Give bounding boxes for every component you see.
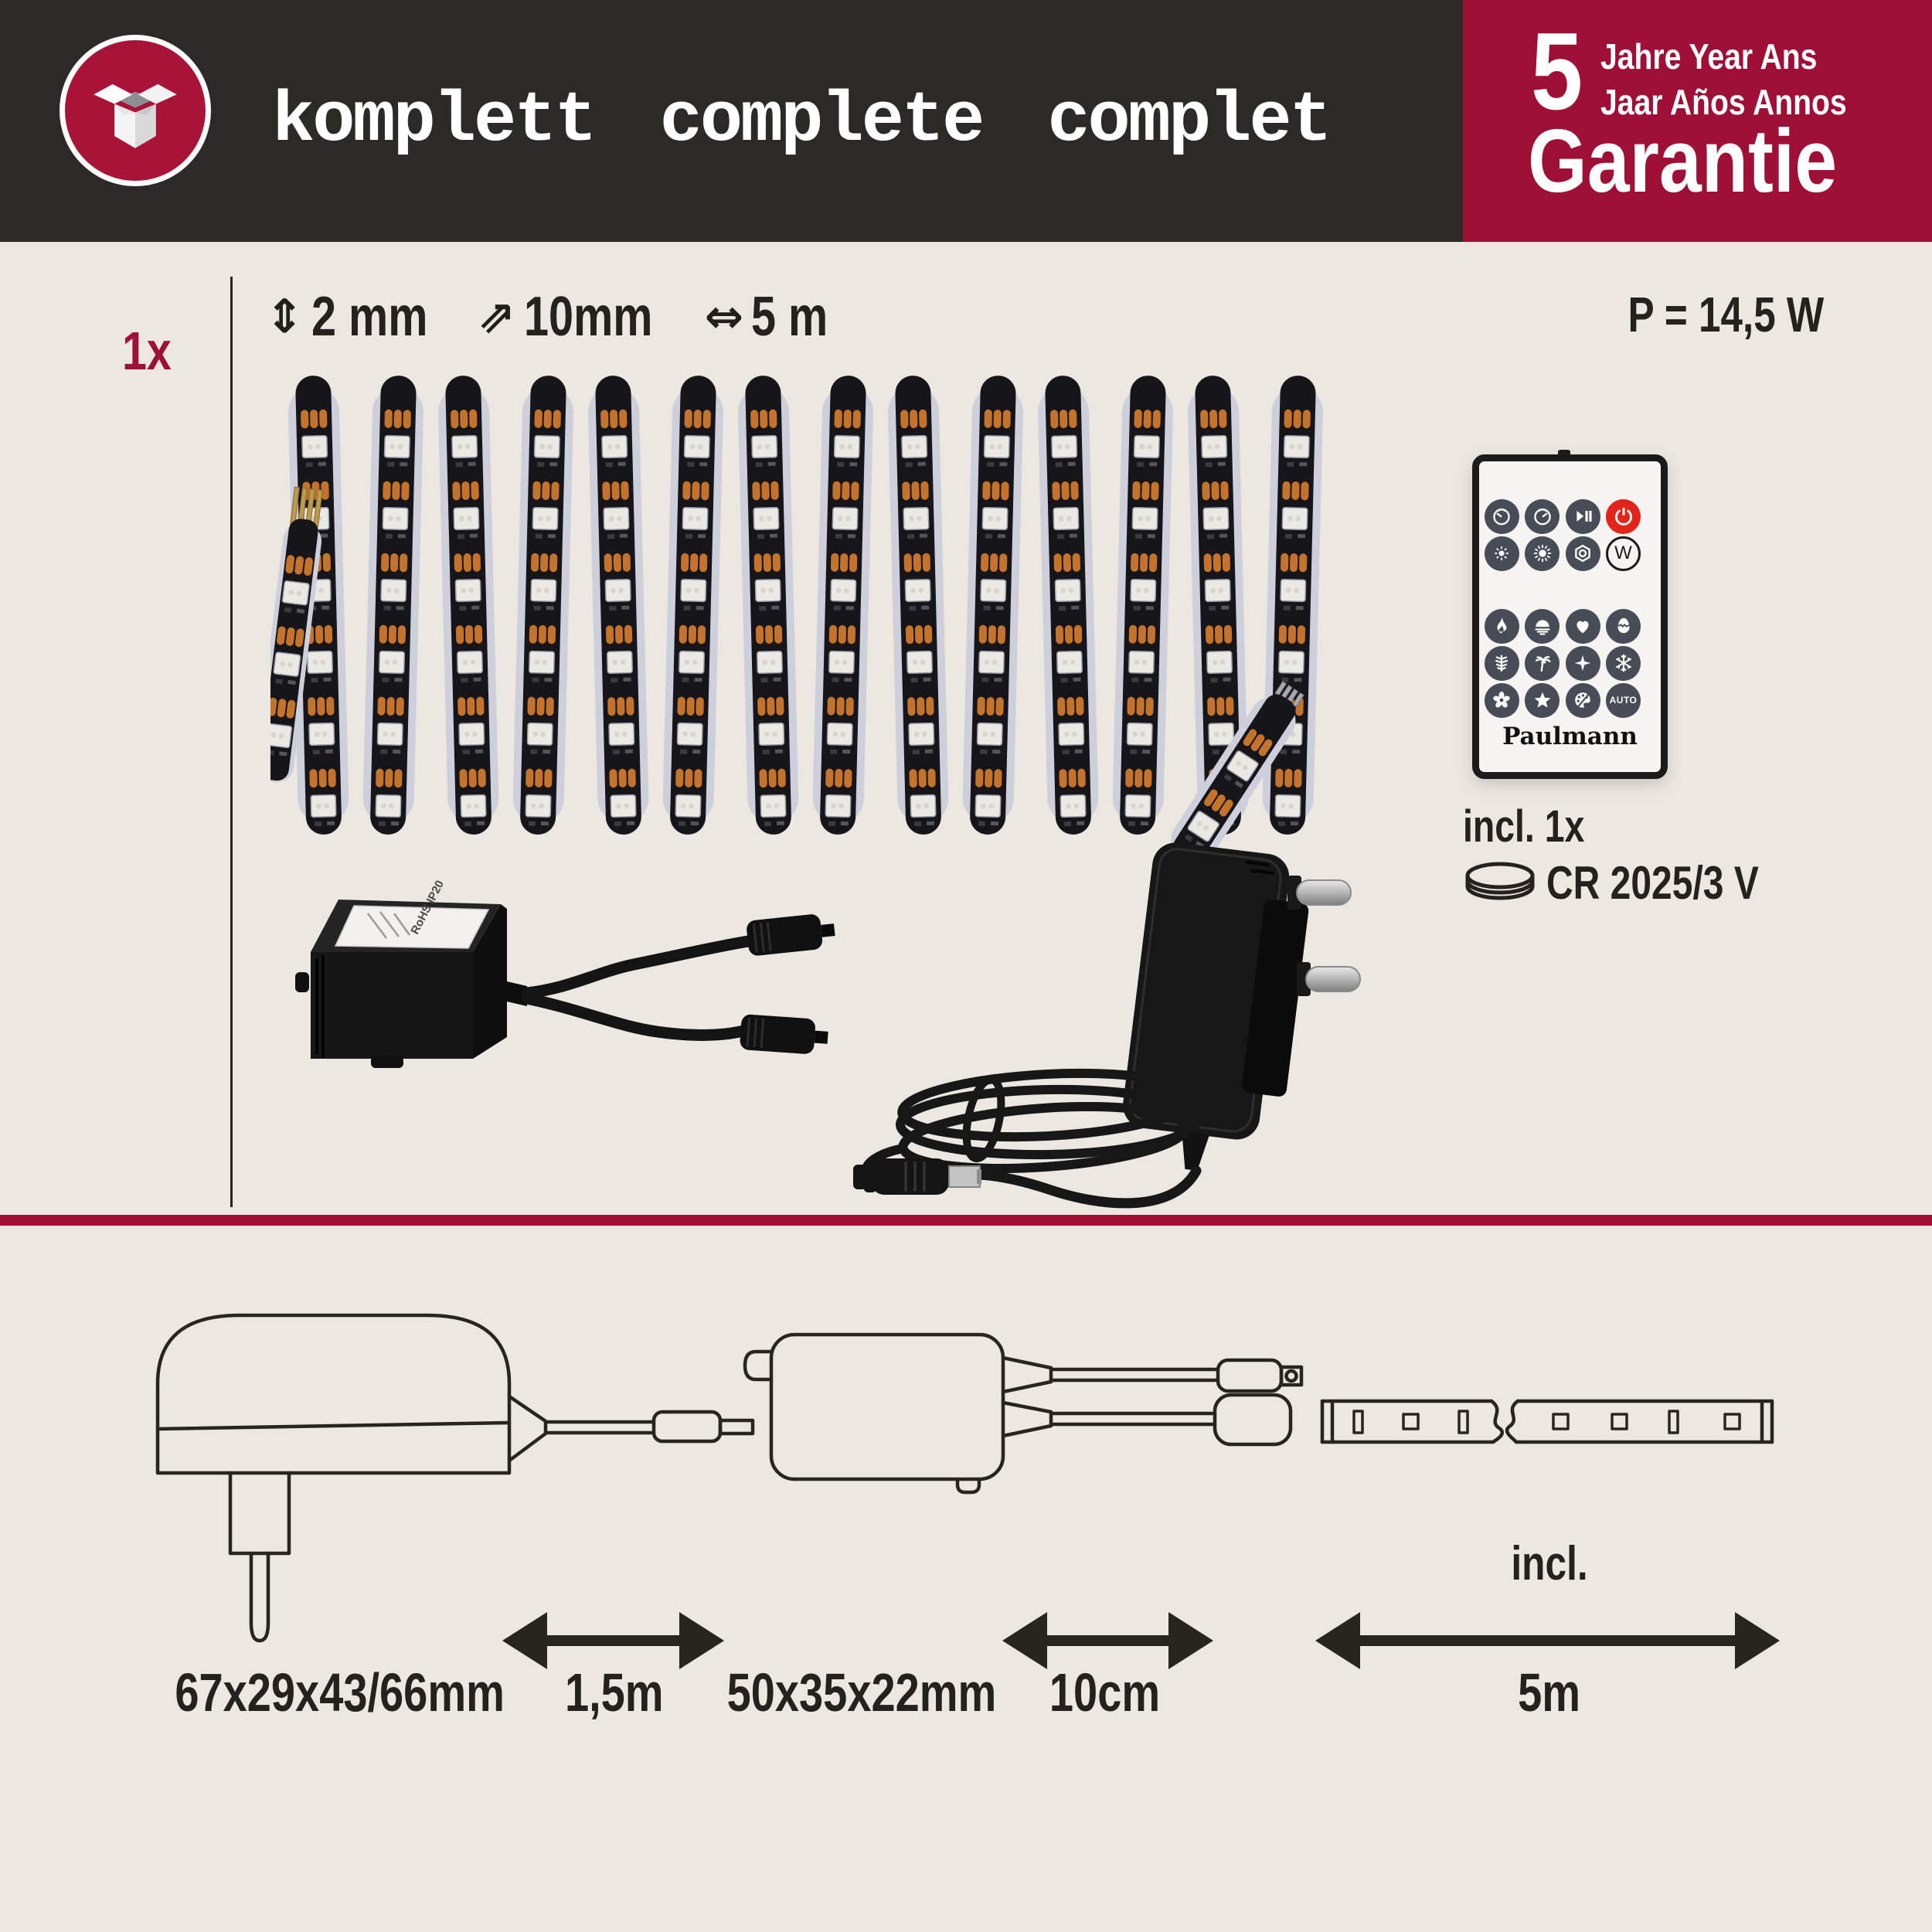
remote-control [1472, 454, 1668, 779]
remote-button-flower [1485, 683, 1519, 718]
cable2-length-label: 10cm [1049, 1662, 1161, 1723]
remote-button-sparkle [1566, 646, 1600, 681]
power-rating: P = 14,5 W [1628, 287, 1824, 342]
warranty-line1: Jahre Year Ans [1600, 36, 1818, 77]
power-icon [1613, 505, 1634, 527]
star-icon [1532, 689, 1553, 711]
remote-button-fire [1485, 609, 1519, 644]
vertical-divider [230, 277, 233, 1207]
headline-word-fr: complet [1047, 80, 1330, 162]
strip-loop [737, 375, 799, 835]
remote-button-auto-label: AUTO [1609, 695, 1638, 706]
remote-button-heart [1566, 609, 1600, 644]
strip-loop [1037, 375, 1099, 835]
warranty-line2: Jaar Años Annos [1600, 82, 1847, 122]
strip-loop [437, 375, 499, 835]
palm-icon [1532, 652, 1553, 674]
strip-outline-drawing [1322, 1401, 1772, 1442]
remote-button-color-select [1566, 536, 1600, 571]
arrow-strip-length [1315, 1612, 1780, 1669]
gauge-high-icon [1532, 505, 1553, 527]
sun-big-icon [1532, 543, 1553, 564]
controller-outline-drawing [745, 1335, 1301, 1492]
remote-button-star [1525, 683, 1560, 718]
included-label: incl. 1x [1463, 801, 1585, 852]
strip-loop [662, 375, 724, 835]
controller-cable-2 [527, 998, 743, 1035]
open-box-icon-graphic [88, 63, 182, 158]
power-adapter-photo [835, 831, 1376, 1236]
warranty-title: Garantie [1528, 111, 1838, 211]
color-hex-icon [1572, 543, 1594, 564]
heart-icon [1572, 615, 1594, 637]
remote-button-leaf [1485, 646, 1519, 681]
open-box-icon [60, 35, 211, 186]
strip-loop [362, 375, 424, 835]
controller-size-label: 50x35x22mm [726, 1662, 997, 1723]
height-double-arrow-icon: ⇕ [265, 290, 304, 344]
palette-icon [1572, 689, 1594, 711]
quantity-label: 1x [122, 321, 172, 381]
strip-height-value: 2 mm [311, 286, 428, 348]
sunset-icon [1532, 615, 1553, 637]
remote-brand-logo: Paulmann [1502, 723, 1638, 750]
strip-loop [1112, 375, 1174, 835]
remote-button-auto [1606, 683, 1641, 718]
remote-button-white [1606, 536, 1641, 571]
remote-button-brightness-low [1485, 536, 1519, 571]
strip-loop [812, 375, 874, 835]
remote-button-palette [1566, 683, 1600, 718]
snowflake-icon [1613, 652, 1634, 674]
dimensions-row [265, 286, 867, 348]
gauge-low-icon [1491, 505, 1512, 527]
strip-connector-plug-2 [740, 1014, 829, 1056]
remote-button-play-pause [1566, 499, 1600, 534]
warranty-badge [1463, 0, 1932, 242]
strip-connector-plug-1 [746, 912, 836, 957]
remote-button-brightness-high [1525, 536, 1560, 571]
remote-button-palm [1525, 646, 1560, 681]
remote-button-white-label: W [1614, 543, 1632, 563]
strip-loop [887, 375, 949, 835]
width-diagonal-arrow-icon: ⇗ [477, 290, 516, 344]
strip-length-value: 5 m [751, 286, 828, 348]
adapter-body [1116, 840, 1315, 1180]
leaf-icon [1491, 652, 1512, 674]
sparkle-icon [1572, 652, 1594, 674]
strip-included-label: incl. [1511, 1537, 1588, 1590]
controller-box [295, 879, 507, 1068]
length-double-arrow-icon: ⇔ [704, 290, 744, 344]
adapter-size-label: 67x29x43/66mm [175, 1662, 505, 1723]
headline-word-de: komplett [272, 80, 595, 162]
remote-button-easter-egg [1606, 609, 1641, 644]
remote-button-sunset [1525, 609, 1560, 644]
remote-button-power [1606, 499, 1641, 534]
led-strip-coil-photo [270, 362, 1368, 872]
headline-word-en: complete [659, 80, 983, 162]
arrow-cable2 [1002, 1612, 1213, 1669]
adapter-outline-drawing [158, 1315, 753, 1641]
controller-label-text: RoHS IP20 [408, 878, 447, 937]
warranty-years: 5 [1531, 10, 1583, 133]
included-battery-row [1463, 856, 1812, 910]
red-divider-line [0, 1215, 1932, 1226]
flower-icon [1491, 689, 1512, 711]
strip-width-value: 10mm [523, 286, 653, 348]
strip-loop [962, 375, 1024, 835]
cable1-length-label: 1,5m [565, 1662, 664, 1723]
headline [272, 0, 1395, 242]
controller-cable-1 [527, 941, 748, 993]
plug-pin-2 [1297, 962, 1360, 996]
play-pause-icon [1572, 505, 1594, 527]
battery-type: CR 2025/3 V [1546, 857, 1759, 909]
sun-small-icon [1491, 543, 1512, 564]
strip-loop [1262, 375, 1324, 835]
cable-coil [900, 1066, 1197, 1176]
strip-loop [587, 375, 649, 835]
plug-pin-1 [1287, 876, 1351, 910]
strip-loop [512, 375, 574, 835]
header-bar [0, 0, 1932, 242]
easter-egg-icon [1613, 615, 1634, 637]
fire-icon [1491, 615, 1512, 637]
arrow-cable1 [502, 1612, 724, 1669]
remote-button-speed-fast [1525, 499, 1560, 534]
coin-cell-icon [1463, 859, 1537, 908]
strip-length-label: 5m [1518, 1662, 1581, 1723]
remote-button-snowflake [1606, 646, 1641, 681]
remote-button-speed-slow [1485, 499, 1519, 534]
ir-led-nub [1558, 450, 1570, 457]
